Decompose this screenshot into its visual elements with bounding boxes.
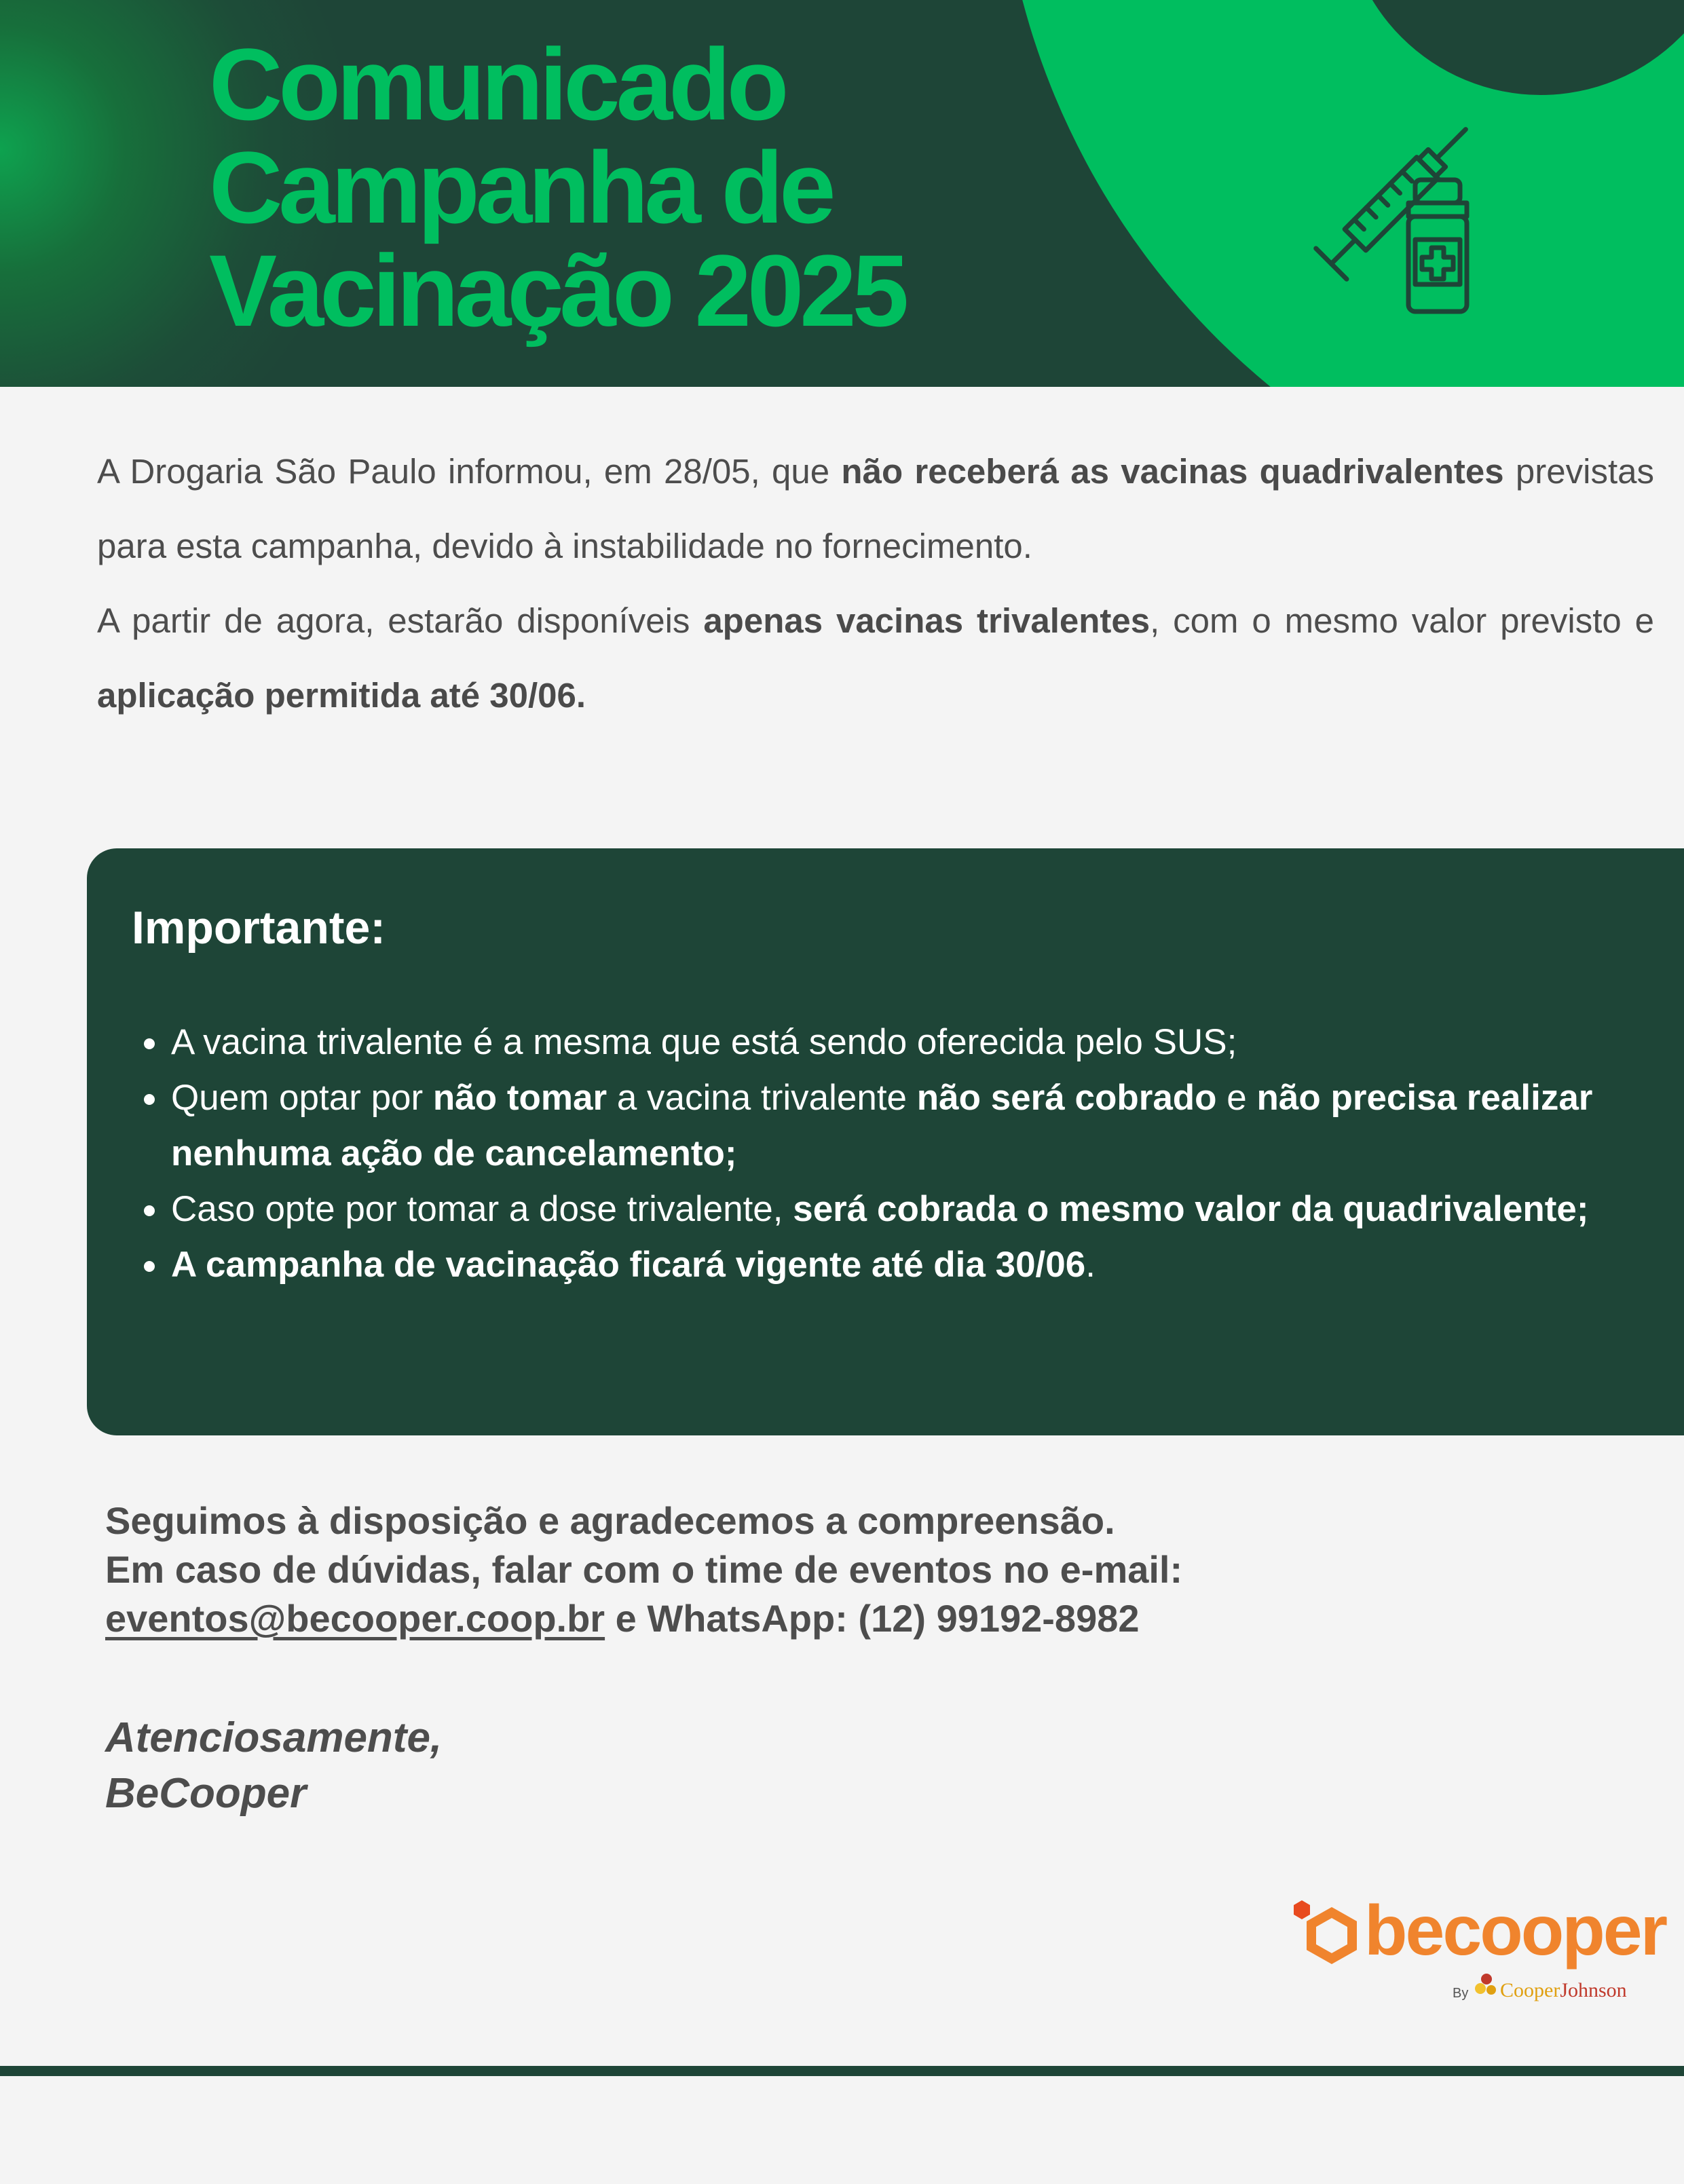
intro-p2-text: A partir de agora, estarão disponíveis bbox=[97, 601, 704, 640]
list-item-text: e bbox=[1216, 1078, 1257, 1118]
logo-wordmark: becooper bbox=[1364, 1891, 1666, 1970]
list-item bbox=[170, 1182, 1629, 1237]
signoff-line-2: BeCooper bbox=[105, 1770, 307, 1817]
important-list bbox=[132, 1015, 1629, 1293]
closing-line-2: Em caso de dúvidas, falar com o time de eventos no e-mail: bbox=[105, 1548, 1183, 1591]
closing-line-1: Seguimos à disposição e agradecemos a compreensão. bbox=[105, 1499, 1115, 1542]
closing-line-3 bbox=[105, 1594, 1182, 1643]
email-link[interactable]: eventos@becooper.coop.br bbox=[105, 1597, 605, 1640]
list-item bbox=[170, 1070, 1629, 1182]
list-item bbox=[170, 1237, 1629, 1293]
logo-sub-johnson: Johnson bbox=[1560, 1979, 1627, 2001]
intro-p1-bold: não receberá as vacinas quadrivalentes bbox=[841, 452, 1504, 491]
important-heading: Importante: bbox=[132, 902, 386, 954]
vaccine-syringe-bottle-icon bbox=[1313, 105, 1490, 322]
footer-divider bbox=[0, 2066, 1684, 2076]
title-line-3: Vacinação 2025 bbox=[209, 233, 905, 347]
whatsapp-text: e WhatsApp: (12) 99192-8982 bbox=[605, 1597, 1140, 1640]
important-box bbox=[87, 848, 1684, 1435]
intro-text bbox=[97, 434, 1654, 733]
list-item-text: Quem optar por bbox=[171, 1078, 433, 1118]
cooperjohnson-dots-icon bbox=[1473, 1972, 1500, 1999]
list-item-text: A vacina trivalente é a mesma que está sendo oferecida pelo SUS; bbox=[171, 1022, 1237, 1062]
list-item-bold: não precisa realizar nenhuma ação de cancelamento; bbox=[171, 1078, 1593, 1173]
intro-paragraph-1 bbox=[97, 434, 1654, 584]
list-item-text: . bbox=[1085, 1245, 1096, 1285]
logo-sub-text bbox=[1500, 1979, 1627, 2002]
intro-p2-bold-end: aplicação permitida até 30/06. bbox=[97, 676, 586, 715]
list-item-text: a vacina trivalente bbox=[607, 1078, 917, 1118]
intro-p2-text-mid: , com o mesmo valor previsto e bbox=[1150, 601, 1654, 640]
logo-by-text: By bbox=[1453, 1986, 1469, 2001]
intro-p1-text-end: previstas para esta campanha, devido à instabilidade no fornecimento. bbox=[97, 452, 1654, 565]
hexagon-logo-icon bbox=[1290, 1898, 1364, 1972]
intro-p2-bold: apenas vacinas trivalentes bbox=[703, 601, 1150, 640]
signoff bbox=[105, 1710, 442, 1822]
signoff-line-1: Atenciosamente, bbox=[105, 1714, 443, 1761]
list-item-bold: não tomar bbox=[432, 1078, 607, 1118]
title-line-2: Campanha de bbox=[209, 130, 832, 244]
list-item-text: Caso opte por tomar a dose trivalente, bbox=[171, 1189, 793, 1229]
title-line-1: Comunicado bbox=[209, 27, 785, 141]
logo-sub-cooper: Cooper bbox=[1500, 1979, 1560, 2001]
closing-text bbox=[105, 1496, 1182, 1643]
intro-p1-text: A Drogaria São Paulo informou, em 28/05, que bbox=[97, 452, 842, 491]
intro-paragraph-2 bbox=[97, 584, 1654, 733]
becooper-logo bbox=[1290, 1891, 1666, 2009]
header-banner bbox=[0, 0, 1684, 387]
list-item-bold: será cobrada o mesmo valor da quadrivalente; bbox=[793, 1189, 1589, 1229]
list-item-bold: não será cobrado bbox=[916, 1078, 1217, 1118]
page-title bbox=[209, 27, 905, 347]
list-item-bold: A campanha de vacinação ficará vigente até dia 30/06 bbox=[171, 1245, 1086, 1285]
list-item bbox=[170, 1015, 1629, 1070]
